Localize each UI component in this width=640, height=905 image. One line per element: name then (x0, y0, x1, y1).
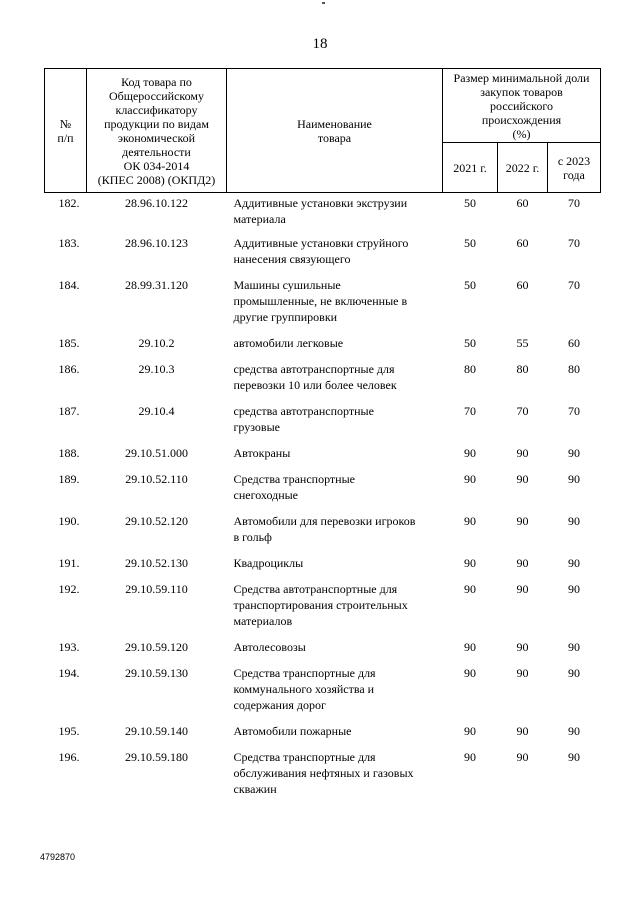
table-body (45, 193, 601, 807)
row-value-2021: 50 (464, 277, 476, 292)
row-value-2023: 90 (568, 639, 580, 654)
row-number: 187. (58, 403, 80, 418)
row-name: Квадроциклы (233, 555, 304, 570)
row-value-2021: 90 (464, 445, 476, 460)
row-code: 29.10.59.120 (125, 639, 188, 654)
row-number: 194. (58, 665, 80, 680)
row-number: 184. (58, 277, 80, 292)
row-value-2023: 60 (568, 335, 580, 350)
row-code: 29.10.4 (138, 403, 175, 418)
table-row (45, 403, 601, 445)
row-number: 191. (58, 555, 80, 570)
row-name: Средства транспортные снегоходные (233, 471, 355, 502)
row-value-2021: 90 (464, 665, 476, 680)
row-value-2023: 70 (568, 277, 580, 292)
row-code: 28.96.10.123 (125, 235, 188, 250)
row-value-2023: 70 (568, 235, 580, 250)
row-value-2021: 90 (464, 749, 476, 764)
row-code: 29.10.59.110 (125, 581, 188, 596)
table-row (45, 513, 601, 555)
row-code: 29.10.59.180 (125, 749, 188, 764)
row-value-2021: 80 (464, 361, 476, 376)
row-value-2022: 80 (516, 361, 529, 376)
table-row (45, 723, 601, 749)
row-value-2023: 70 (568, 403, 580, 418)
row-name: средства автотранспортные грузовые (233, 403, 374, 434)
row-name: Автомобили пожарные (233, 723, 352, 738)
row-name: Автокраны (233, 445, 291, 460)
table-row (45, 361, 601, 403)
row-code: 29.10.51.000 (125, 445, 188, 460)
row-value-2022: 90 (516, 581, 529, 596)
row-value-2021: 90 (464, 471, 476, 486)
table-row (45, 445, 601, 471)
row-number: 182. (58, 196, 80, 210)
row-value-2023: 80 (568, 361, 580, 376)
page-number: 18 (312, 36, 328, 52)
table-row (45, 581, 601, 639)
row-value-2023: 90 (568, 665, 580, 680)
row-value-2022: 60 (516, 196, 529, 210)
table-row (45, 235, 601, 277)
row-code: 29.10.59.140 (125, 723, 188, 738)
row-number: 183. (58, 235, 80, 250)
row-number: 188. (58, 445, 80, 460)
row-value-2023: 90 (568, 513, 580, 528)
table-row (45, 665, 601, 723)
row-number: 185. (58, 335, 80, 350)
row-value-2022: 55 (516, 335, 529, 350)
row-value-2022: 90 (516, 665, 529, 680)
row-number: 190. (58, 513, 80, 528)
row-value-2023: 90 (568, 471, 580, 486)
row-value-2022: 90 (516, 445, 529, 460)
table-row (45, 335, 601, 361)
row-value-2022: 60 (516, 235, 529, 250)
row-value-2023: 70 (568, 196, 580, 210)
row-code: 28.99.31.120 (125, 277, 188, 292)
row-name: Машины сушильные промышленные, не включенные в другие группировки (233, 277, 408, 324)
row-value-2023: 90 (568, 749, 580, 764)
row-value-2021: 50 (464, 196, 476, 210)
row-value-2022: 90 (516, 471, 529, 486)
row-code: 29.10.52.110 (125, 471, 188, 486)
table-row (45, 193, 601, 235)
row-value-2021: 90 (464, 723, 476, 738)
row-code: 28.96.10.122 (125, 196, 188, 210)
table-row (45, 277, 601, 335)
row-value-2021: 90 (464, 555, 476, 570)
table-row (45, 471, 601, 513)
goods-table (44, 68, 601, 807)
row-value-2021: 90 (464, 581, 476, 596)
row-value-2022: 90 (516, 513, 529, 528)
header-num: № п/п (45, 69, 87, 193)
header-year-2023: с 2023 года (548, 143, 601, 193)
row-value-2023: 90 (568, 723, 580, 738)
row-name: Автолесовозы (233, 639, 306, 654)
row-number: 189. (58, 471, 80, 486)
row-value-2022: 90 (516, 555, 529, 570)
table-row (45, 749, 601, 807)
row-name: Средства транспортные для коммунального хозяйства и содержания дорог (233, 665, 376, 712)
row-value-2023: 90 (568, 445, 580, 460)
row-number: 193. (58, 639, 80, 654)
table-row (45, 555, 601, 581)
row-code: 29.10.2 (138, 335, 175, 350)
row-value-2021: 90 (464, 513, 476, 528)
scan-mark (322, 2, 325, 4)
row-code: 29.10.52.130 (125, 555, 188, 570)
row-value-2023: 90 (568, 555, 580, 570)
header-code: Код товара по Общероссийскому классификатору продукции по видам экономической деятельности ОК 034-2014 (КПЕС 2008) (ОКПД2) (87, 69, 227, 193)
row-name: Автомобили для перевозки игроков в гольф (233, 513, 416, 544)
row-code: 29.10.3 (138, 361, 175, 376)
row-value-2022: 60 (516, 277, 529, 292)
row-value-2022: 70 (516, 403, 529, 418)
row-number: 192. (58, 581, 80, 596)
header-year-2021: 2021 г. (443, 143, 498, 193)
row-value-2021: 70 (464, 403, 476, 418)
row-value-2023: 90 (568, 581, 580, 596)
row-number: 195. (58, 723, 80, 738)
row-name: средства автотранспортные для перевозки 10 или более человек (233, 361, 397, 392)
row-code: 29.10.52.120 (125, 513, 188, 528)
row-value-2022: 90 (516, 723, 529, 738)
row-name: Средства транспортные для обслуживания нефтяных и газовых скважин (233, 749, 414, 796)
header-name: Наименование товара (227, 69, 443, 193)
row-code: 29.10.59.130 (125, 665, 188, 680)
row-name: Средства автотранспортные для транспортирования строительных материалов (233, 581, 408, 628)
row-name: автомобили легковые (233, 335, 344, 350)
header-year-2022: 2022 г. (498, 143, 548, 193)
document-id: 4792870 (40, 852, 76, 862)
row-number: 196. (58, 749, 80, 764)
row-name: Аддитивные установки струйного нанесения связующего (233, 235, 409, 266)
row-value-2021: 50 (464, 335, 476, 350)
row-name: Аддитивные установки экструзии материала (233, 196, 408, 226)
row-value-2022: 90 (516, 749, 529, 764)
row-value-2022: 90 (516, 639, 529, 654)
row-number: 186. (58, 361, 80, 376)
row-value-2021: 50 (464, 235, 476, 250)
table-row (45, 639, 601, 665)
header-share: Размер минимальной доли закупок товаров российского происхождения (%) (443, 69, 601, 143)
row-value-2021: 90 (464, 639, 476, 654)
